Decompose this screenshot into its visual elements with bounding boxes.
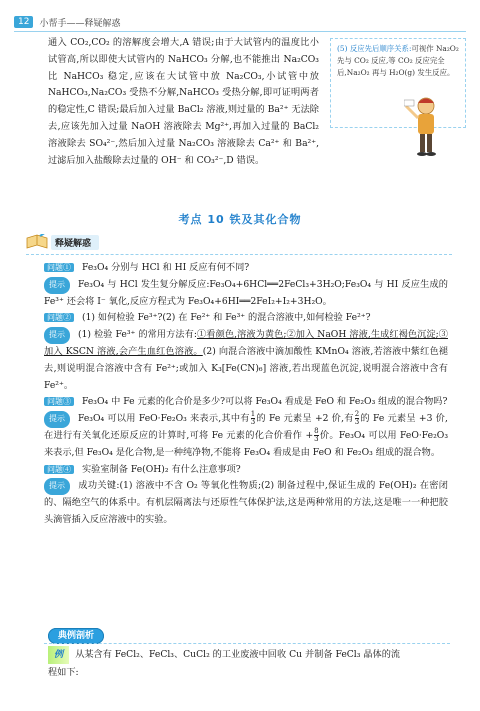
hint-text: Fe₃O₄ 与 HCl 发生复分解反应:Fe₃O₄+6HCl══2FeCl₃+3H₂O;Fe₃O₄ 与 HI 反应生成的 Fe³⁺ 还会将 I⁻ 氧化,反应方程式为 Fe₃O₄+6HI══2FeI₂+I₂+3H₂O。	[44, 278, 448, 307]
page-header	[14, 14, 120, 30]
fraction-numerator: 2	[354, 410, 360, 419]
question-text: Fe₃O₄ 中 Fe 元素的化合价是多少?可以将 Fe₃O₄ 看成是 FeO 和 Fe₂O₃ 组成的混合物吗?	[82, 396, 448, 408]
question-4	[44, 462, 448, 479]
fraction-two-thirds	[355, 411, 359, 426]
header-divider	[14, 31, 466, 32]
question-label: 问题②	[44, 313, 74, 322]
hint-text-post: 价。Fe₃O₄ 可以用 FeO·Fe₂O₃ 来表示,但 Fe₃O₄ 是化合物,是一种纯净物,不能将 Fe₃O₄ 看成是由 FeO 和 Fe₂O₃ 组成的混合物。	[44, 429, 448, 458]
hint-label: 提示	[44, 411, 70, 428]
fraction-denominator: 3	[354, 418, 360, 427]
fraction-denominator: 3	[250, 418, 256, 427]
hint-4	[44, 478, 448, 528]
question-text: Fe₃O₄ 分别与 HCl 和 HI 反应有何不同?	[82, 262, 250, 273]
side-note-text: 可视作 Na₂O₂ 先与 CO₂ 反应,等 CO₂ 反应完全后,Na₂O₂ 再与 H₂O(g) 发生反应。	[337, 44, 459, 77]
hint-label: 提示	[44, 277, 70, 294]
example-banner	[48, 623, 104, 642]
section-title: 考点 10 铁及其化合物	[178, 213, 302, 226]
mascot-icon	[404, 96, 448, 160]
fraction-numerator: 1	[250, 410, 256, 419]
fraction-one-third	[251, 411, 255, 426]
question-text: 实验室制备 Fe(OH)₂ 有什么注意事项?	[82, 463, 241, 475]
hint-label: 提示	[44, 478, 70, 495]
question-1	[44, 260, 448, 277]
example-problem	[48, 646, 408, 682]
hint-text-mid2: 的 Fe 元素呈 +3 价,在进行有关氧化还原反应的计算时,可将 Fe 元素的化合价看作 +	[44, 413, 448, 441]
hint-underlined-methods: ①看颜色,溶液为黄色;②加入 NaOH 溶液,生成红褐色沉淀;③加入 KSCN 溶液,会产生血红色溶液。	[44, 329, 448, 357]
banner-divider	[26, 254, 452, 255]
question-3	[44, 394, 448, 411]
question-label: 问题①	[44, 263, 74, 272]
question-text: (1) 如何检验 Fe³⁺?(2) 在 Fe²⁺ 和 Fe³⁺ 的混合溶液中,如何检验 Fe²⁺?	[82, 312, 371, 324]
fraction-numerator: 8	[314, 426, 319, 435]
question-label: 问题③	[44, 397, 74, 406]
side-note-title: (5) 反应先后顺序关系:	[337, 44, 412, 53]
continued-answer-paragraph: 通入 CO₂,CO₂ 的溶解度会增大,A 错误;由于大试管内的温度比小试管高,所以即使大试管内的 NaHCO₃ 分解,也不能推出 Na₂CO₃ 比 NaHCO₃ 稳定,应该在大试管中放 Na₂CO₃,小试管中放 NaHCO₃,Na₂CO₃ 受热不分解,NaHCO₃ 受热分解,即可证明两者的稳定性,C 错误;最后加入过量 BaCl₂ 溶液,则过量的 Ba²⁺ 无法除去,应该先加入过量 NaOH 溶液除去 Mg²⁺,再加入过量的 BaCl₂ 溶液除去 SO₄²⁻,然后加入过量 Na₂CO₃ 溶液除去 Ca²⁺ 和 Ba²⁺,过滤后加入盐酸除去过量的 OH⁻ 和 CO₃²⁻,D 错误。	[48, 37, 319, 166]
hint-text: 成功关键:(1) 溶液中不含 O₂ 等氧化性物质;(2) 制备过程中,保证生成的 Fe(OH)₂ 在密闭的、隔绝空气的体系中。有机层隔离法与还原性气体保护法,这是两种常用的方法,这是唯一一种把胶头滴管插入反应溶液中的实验。	[44, 480, 448, 525]
example-text: 从某含有 FeCl₂、FeCl₃、CuCl₂ 的工业废液中回收 Cu 并制备 FeCl₃ 晶体的流程如下:	[48, 649, 401, 678]
question-label: 问题④	[44, 465, 74, 474]
example-tag: 例	[48, 646, 69, 664]
hint-3	[44, 411, 448, 461]
hint-text-pre: Fe₃O₄ 可以用 FeO·Fe₂O₃ 来表示,其中有	[78, 413, 250, 425]
header-title: 小帮手——释疑解惑	[39, 18, 121, 29]
hint-text-part1: (1) 检验 Fe³⁺ 的常用方法有:	[78, 329, 197, 341]
hint-2	[44, 327, 448, 394]
banner-label: 释疑解惑	[51, 235, 99, 250]
question-2	[44, 310, 448, 327]
hint-label: 提示	[44, 327, 70, 344]
qa-list	[44, 260, 448, 529]
book-pen-icon	[26, 234, 48, 250]
page-number: 12	[14, 16, 33, 28]
fraction-eight-thirds	[314, 428, 318, 443]
hint-text-mid1: 的 Fe 元素呈 +2 价,有	[256, 413, 354, 425]
hint-1	[44, 277, 448, 311]
fraction-denominator: 3	[314, 434, 319, 443]
example-divider	[44, 643, 450, 644]
hint-text-part2: (2) 向混合溶液中滴加酸性 KMnO₄ 溶液,若溶液中紫红色褪去,则说明混合溶液中含有 Fe²⁺;或加入 K₃[Fe(CN)₆] 溶液,若出现蓝色沉淀,说明混合溶液中含有 Fe²⁺。	[44, 345, 448, 391]
example-badge: 典例剖析	[48, 628, 104, 644]
explanation-banner	[26, 234, 99, 250]
